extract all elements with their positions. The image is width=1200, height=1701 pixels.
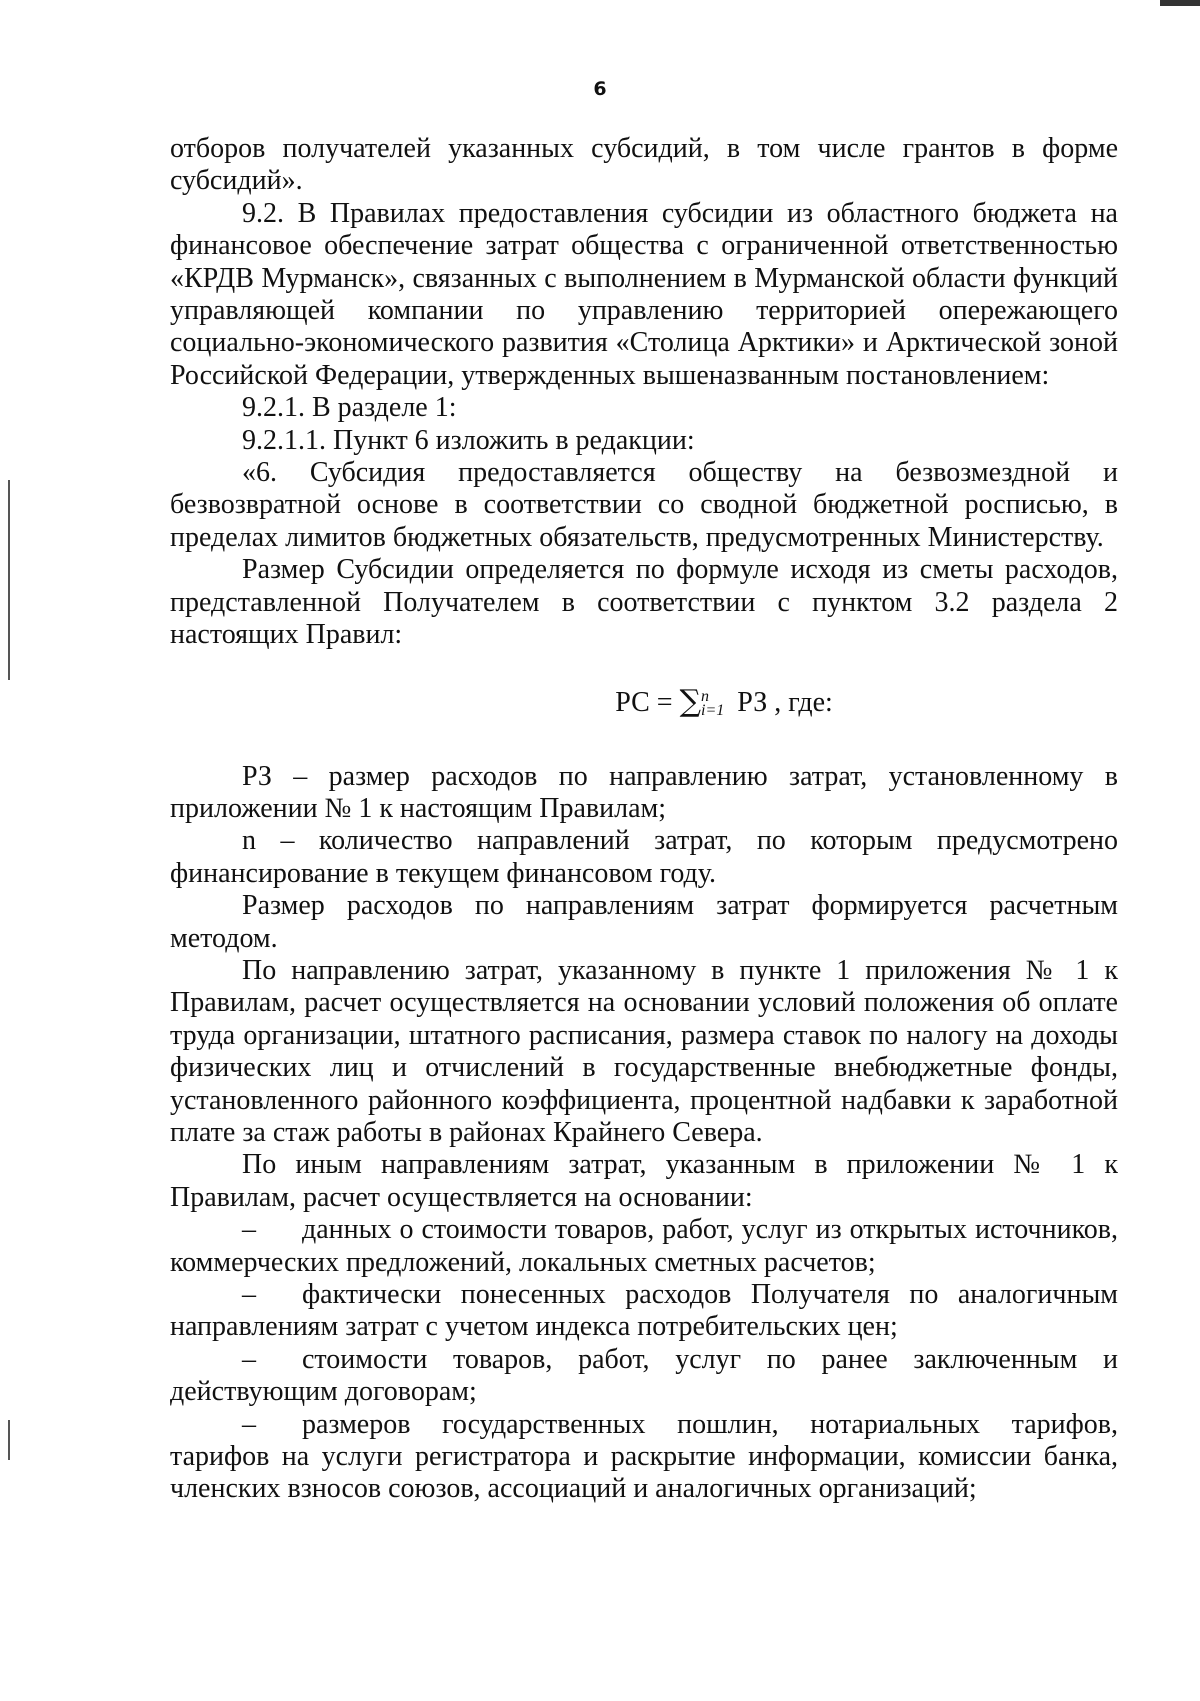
list-item	[170, 1409, 1118, 1506]
list-item	[170, 1279, 1118, 1344]
list-item	[170, 1344, 1118, 1409]
list-item	[170, 1214, 1118, 1279]
paragraph: 9.2. В Правилах предоставления субсидии из областного бюджета на финансовое обеспечение затрат общества с ограниченной ответственностью «КРДВ Мурманск», связанных с выполнением в Мурманской области функций управляющей компании по управлению территорией опережающего социально-экономического развития «Столица Арктики» и Арктической зоной Российской Федерации, утвержденных вышеназванным постановлением:	[170, 197, 1118, 391]
paragraph: отборов получателей указанных субсидий, в том числе грантов в форме субсидий».	[170, 133, 1118, 197]
sum-limits	[701, 690, 724, 718]
paragraph: 9.2.1.1. Пункт 6 изложить в редакции:	[242, 424, 695, 456]
list-item-text: стоимости товаров, работ, услуг по ранее заключенным и действующим договорам;	[170, 1343, 1118, 1408]
scan-artifact	[1160, 0, 1200, 6]
paragraph: n – количество направлений затрат, по которым предусмотрено финансирование в текущем финансовом году.	[170, 825, 1118, 889]
list-item-text: данных о стоимости товаров, работ, услуг из открытых источников, коммерческих предложений, локальных сметных расчетов;	[170, 1214, 1118, 1278]
paragraph: По направлению затрат, указанному в пункте 1 приложения № 1 к Правилам, расчет осуществляется на основании условий положения об оплате труда организации, штатного расписания, размера ставок по налогу на доходы физических лиц и отчислений в государственные внебюджетные фонды, установленного районного коэффициента, процентной надбавки к заработной плате за стаж работы в районах Крайнего Севера.	[170, 954, 1118, 1148]
document-body	[170, 133, 1118, 1506]
page-number: 6	[593, 78, 607, 100]
paragraph: «6. Субсидия предоставляется обществу на безвозмездной и безвозвратной основе в соответствии со сводной бюджетной росписью, в пределах лимитов бюджетных обязательств, предусмотренных Министерству.	[170, 457, 1118, 553]
sum-lower-limit: i=1	[701, 702, 725, 720]
paragraph: По иным направлениям затрат, указанным в приложении № 1 к Правилам, расчет осуществляется на основании:	[170, 1149, 1118, 1213]
paragraph: РЗ – размер расходов по направлению затрат, установленному в приложении № 1 к настоящим Правилам;	[170, 760, 1118, 824]
list-dash: –	[242, 1279, 256, 1310]
scan-artifact	[8, 480, 10, 680]
list-item-text: фактически понесенных расходов Получателя по аналогичным направлениям затрат с учетом индекса потребительских цен;	[170, 1279, 1118, 1343]
scan-artifact	[8, 1420, 10, 1460]
list-dash: –	[242, 1408, 256, 1440]
paragraph: Размер Субсидии определяется по формуле исходя из сметы расходов, представленной Получателем в соответствии с пунктом 3.2 раздела 2 настоящих Правил:	[170, 554, 1118, 651]
formula	[170, 682, 1118, 723]
list-dash: –	[242, 1214, 256, 1246]
formula-lhs: РС =	[615, 686, 680, 718]
list-item-text: размеров государственных пошлин, нотариальных тарифов, тарифов на услуги регистратора и раскрытие информации, комиссии банка, членских взносов союзов, ассоциаций и аналогичных организаций;	[170, 1408, 1118, 1505]
paragraph: Размер расходов по направлениям затрат формируется расчетным методом.	[170, 890, 1118, 954]
list-dash: –	[242, 1343, 256, 1375]
sum-symbol: ∑	[679, 683, 702, 719]
sum-upper-limit: n	[701, 688, 710, 706]
paragraph: 9.2.1. В разделе 1:	[242, 392, 457, 424]
formula-term: РЗ	[730, 686, 768, 718]
formula-suffix: , где:	[767, 686, 833, 718]
